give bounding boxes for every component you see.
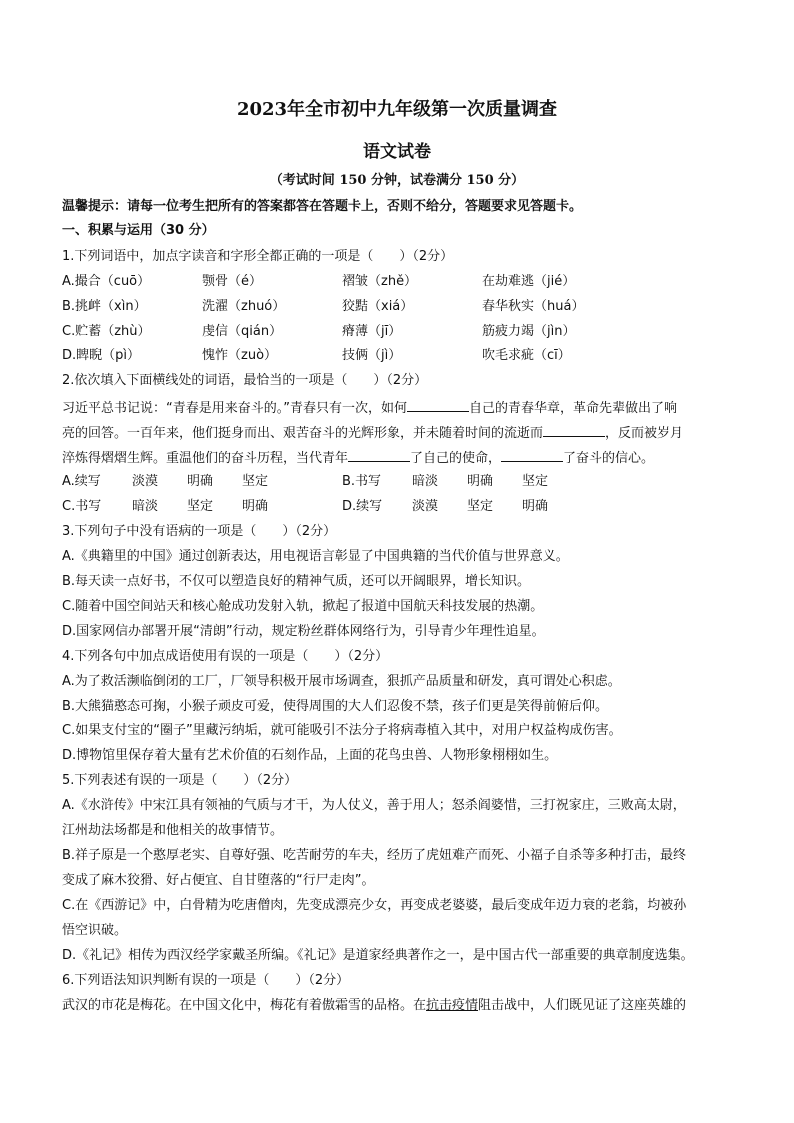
q1-word: 瘠薄（jī）: [342, 324, 402, 339]
q1-word: 春华秋实（huá）: [482, 299, 585, 314]
q3-option-a: A.《典籍里的中国》通过创新表达，用电视语言彰显了中国典籍的当代价值与世界意义。: [62, 549, 569, 564]
q2-option-d: D.续写: [342, 499, 383, 514]
fill-blank: [543, 423, 605, 437]
q2-word: 暗淡: [132, 499, 159, 514]
q6-underlined-phrase: 抗击疫情: [426, 998, 479, 1013]
question-3-stem: 3.下列句子中没有语病的一项是（ ）（2分）: [62, 524, 337, 539]
fill-blank: [501, 448, 563, 462]
q1-word: 在劫难逃（jié）: [482, 274, 576, 289]
q1-word: 颚骨（é）: [202, 274, 262, 289]
q2-word: 明确: [467, 474, 494, 489]
q3-option-b: B.每天读一点好书，不仅可以塑造良好的精神气质，还可以开阔眼界，增长知识。: [62, 574, 531, 589]
q1-word: 洗濯（zhuó）: [202, 299, 286, 314]
q2-passage-text: 自己的青春华章，革命先辈做出了响: [468, 401, 677, 416]
q2-option-a: A.续写: [62, 474, 101, 489]
q2-passage-text: 了奋斗的信心。: [563, 451, 655, 466]
q2-passage-text: 习近平总书记说：“青春是用来奋斗的。”青春只有一次，如何: [62, 401, 407, 416]
q2-passage-line: [62, 448, 742, 468]
q2-word: 明确: [242, 499, 269, 514]
exam-info: （考试时间 150 分钟，试卷满分 150 分）: [269, 173, 525, 188]
q5-option-a-cont: 江州劫法场都是和他相关的故事情节。: [62, 823, 284, 838]
q2-passage-text: 亮的回答。一百年来，他们挺身而出、艰苦奋斗的光辉形象，并未随着时间的流逝而: [62, 426, 544, 441]
fill-blank: [407, 398, 469, 412]
question-4-stem: 4.下列各句中加点成语使用有误的一项是（ ）（2分）: [62, 649, 389, 664]
question-5-stem: 5.下列表述有误的一项是（ ）（2分）: [62, 773, 298, 788]
q5-option-b: B.祥子原是一个憨厚老实、自尊好强、吃苦耐劳的车夫，经历了虎妞难产而死、小福子自杀等多种打击，最终: [62, 848, 687, 863]
q2-word: 淡漠: [132, 474, 159, 489]
q1-word: 虔信（qián）: [202, 324, 283, 339]
question-2-stem: 2.依次填入下面横线处的词语，最恰当的一项是（ ）（2分）: [62, 373, 428, 388]
q5-option-c-cont: 悟空识破。: [62, 923, 128, 938]
q4-option-b: B.大熊猫憨态可掬，小猴子顽皮可爱，使得周围的大人们忍俊不禁，孩子们更是笑得前俯后仰。: [62, 699, 609, 714]
section-heading: 一、积累与运用（30 分）: [62, 223, 215, 238]
q5-option-c: C.在《西游记》中，白骨精为吃唐僧肉，先变成漂亮少女，再变成老婆婆，最后变成年迈力衰的老翁，均被孙: [62, 898, 687, 913]
q1-option-b: B.挑衅（xìn）: [62, 299, 147, 314]
q1-word: 吹毛求疵（cī）: [482, 348, 571, 363]
q1-word: 愧怍（zuò）: [202, 348, 278, 363]
q1-word: 狡黠（xiá）: [342, 299, 414, 314]
q2-passage-text: ，反而被岁月: [605, 426, 684, 441]
q1-option-d: D.睥睨（pì）: [62, 348, 141, 363]
fill-blank: [348, 448, 410, 462]
q1-option-c: C.贮蓄（zhù）: [62, 324, 151, 339]
q2-word: 淡漠: [412, 499, 439, 514]
q4-option-d: D.博物馆里保存着大量有艺术价值的石刻作品，上面的花鸟虫兽、人物形象栩栩如生。: [62, 748, 558, 763]
q1-option-a: A.撮合（cuō）: [62, 274, 151, 289]
q1-word: 技俩（jì）: [342, 348, 402, 363]
q2-word: 坚定: [187, 499, 214, 514]
q2-word: 明确: [187, 474, 214, 489]
q5-option-d: D.《礼记》相传为西汉经学家戴圣所编。《礼记》是道家经典著作之一，是中国古代一部重要的典章制度选集。: [62, 948, 694, 963]
q3-option-d: D.国家网信办部署开展“清朗”行动，规定粉丝群体网络行为，引导青少年理性追星。: [62, 624, 545, 639]
question-1-stem: 1.下列词语中，加点字读音和字形全都正确的一项是（ ）（2分）: [62, 249, 454, 264]
q2-passage-line: [62, 423, 742, 443]
q5-option-b-cont: 变成了麻木狡猾、好占便宜、自甘堕落的“行尸走肉”。: [62, 873, 375, 888]
paper-subtitle: 语文试卷: [363, 142, 431, 162]
q2-word: 坚定: [467, 499, 494, 514]
q2-word: 坚定: [242, 474, 269, 489]
q6-passage-text: 阻击战中，人们既见证了这座英雄的: [478, 998, 687, 1013]
q2-passage-text: 了自己的使命，: [410, 451, 502, 466]
q2-passage-line: [62, 398, 742, 418]
q2-option-c: C.书写: [62, 499, 102, 514]
q1-word: 褶皱（zhě）: [342, 274, 418, 289]
q3-option-c: C.随着中国空间站天和核心舱成功发射入轨，掀起了报道中国航天科技发展的热潮。: [62, 599, 544, 614]
warm-tip: 温馨提示：请每一位考生把所有的答案都答在答题卡上，否则不给分，答题要求见答题卡。: [62, 199, 583, 214]
q2-option-b: B.书写: [342, 474, 382, 489]
q2-passage-text: 淬炼得熠熠生辉。重温他们的奋斗历程，当代青年: [62, 451, 349, 466]
question-6-stem: 6.下列语法知识判断有误的一项是（ ）（2分）: [62, 973, 350, 988]
q4-option-c: C.如果支付宝的“圈子”里藏污纳垢，就可能吸引不法分子将病毒植入其中，对用户权益构成伤害。: [62, 723, 622, 738]
q5-option-a: A.《水浒传》中宋江具有领袖的气质与才干，为人仗义，善于用人；怒杀阎婆惜，三打祝家庄，三败高太尉，: [62, 798, 686, 813]
q4-option-a: A.为了救活濒临倒闭的工厂，厂领导积极开展市场调查，狠抓产品质量和研发，真可谓处心积虑。: [62, 674, 621, 689]
exam-title: 2023年全市初中九年级第一次质量调查: [236, 99, 558, 120]
q6-passage-text: 武汉的市花是梅花。在中国文化中，梅花有着傲霜雪的品格。在: [62, 998, 427, 1013]
q2-word: 明确: [522, 499, 549, 514]
q1-word: 筋疲力竭（jìn）: [482, 324, 576, 339]
q6-passage-line: [62, 997, 742, 1015]
q2-word: 坚定: [522, 474, 549, 489]
q2-word: 暗淡: [412, 474, 439, 489]
